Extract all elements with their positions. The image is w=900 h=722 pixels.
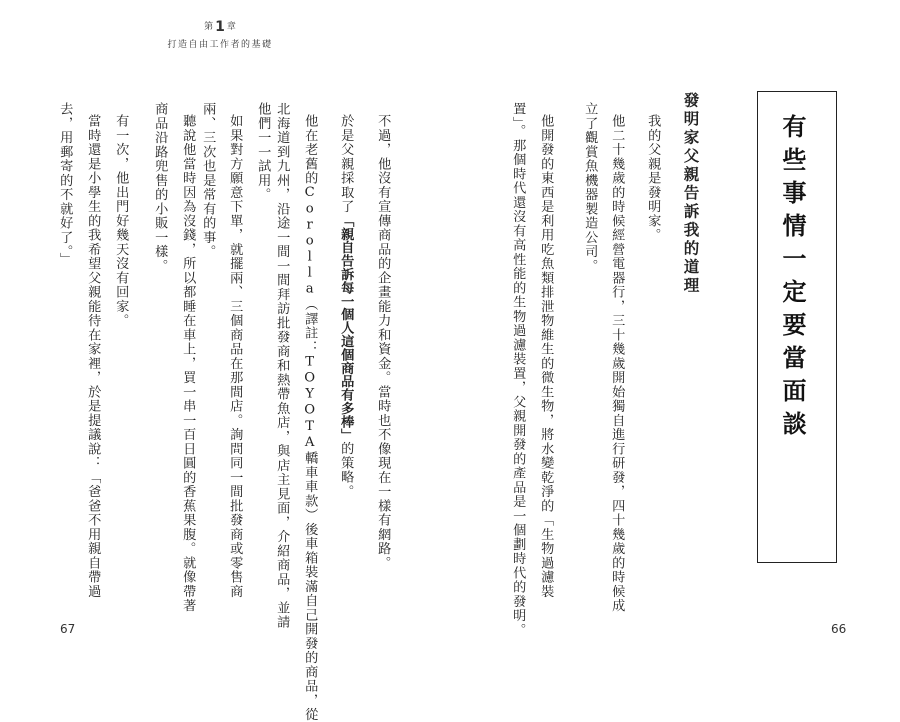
column-7-lead: 於是父親採取了 <box>338 114 354 214</box>
body-column-8: 他在老舊的Corolla（譯註：TOYOTA轎車車款）後車箱裝滿自己開發的商品，從 <box>302 114 318 722</box>
body-column-7 <box>339 114 352 499</box>
body-column-13: 聽說他當時因為沒錢，所以都睡在車上，買一串一百日圓的香蕉果腹。就像帶著 <box>180 114 196 613</box>
body-column-17: 去，用郵寄的不就好了。」 <box>57 102 73 267</box>
body-column-1: 我的父親是發明家。 <box>645 114 661 243</box>
body-column-3: 立了觀賞魚機器製造公司。 <box>582 102 598 273</box>
body-column-15: 有一次，他出門好幾天沒有回家。 <box>113 114 129 328</box>
chapter-number-row <box>160 20 280 35</box>
body-column-10: 他們一一試用。 <box>255 102 271 202</box>
body-column-11: 如果對方願意下單，就擺兩、三個商品在那間店。詢問同一間批發商或零售商 <box>227 114 243 599</box>
body-column-4: 他開發的東西是利用吃魚類排泄物維生的微生物，將水變乾淨的「生物過濾裝 <box>538 114 554 599</box>
chapter-title: 打造自由工作者的基礎 <box>167 40 273 51</box>
body-column-9: 北海道到九州，沿途一間一間拜訪批發商和熱帶魚店，與店主見面，介紹商品，並請 <box>274 102 290 630</box>
section-title: 有些事情一定要當面談 <box>778 114 806 444</box>
emphasis-strategy: 「親自告訴每一個人這個商品有多棒」 <box>338 213 354 442</box>
page-number-left: 67 <box>60 622 76 636</box>
body-column-2: 他二十幾歲的時候經營電器行，三十幾歲開始獨自進行研發，四十幾歲的時候成 <box>609 114 625 613</box>
column-7-tail: 的策略。 <box>338 441 354 499</box>
subheading: 發明家父親告訴我的道理 <box>681 92 700 296</box>
chapter-header <box>160 20 280 51</box>
chapter-number: 1 <box>215 19 225 35</box>
chapter-suffix: 章 <box>226 22 236 32</box>
chapter-prefix: 第 <box>204 22 214 32</box>
body-column-5: 置」。那個時代還沒有高性能的生物過濾裝置，父親開發的產品是一個劃時代的發明。 <box>510 102 526 637</box>
body-column-14: 商品沿路兜售的小販一樣。 <box>152 102 168 273</box>
body-column-12: 兩、三次也是常有的事。 <box>200 102 216 259</box>
body-column-16: 當時還是小學生的我希望父親能待在家裡，於是提議說：「爸爸不用親自帶過 <box>85 114 101 599</box>
section-title-box <box>757 91 837 563</box>
page-number-right: 66 <box>831 622 847 636</box>
body-column-6: 不過，他沒有宣傳商品的企畫能力和資金。當時也不像現在一樣有網路。 <box>375 114 391 570</box>
